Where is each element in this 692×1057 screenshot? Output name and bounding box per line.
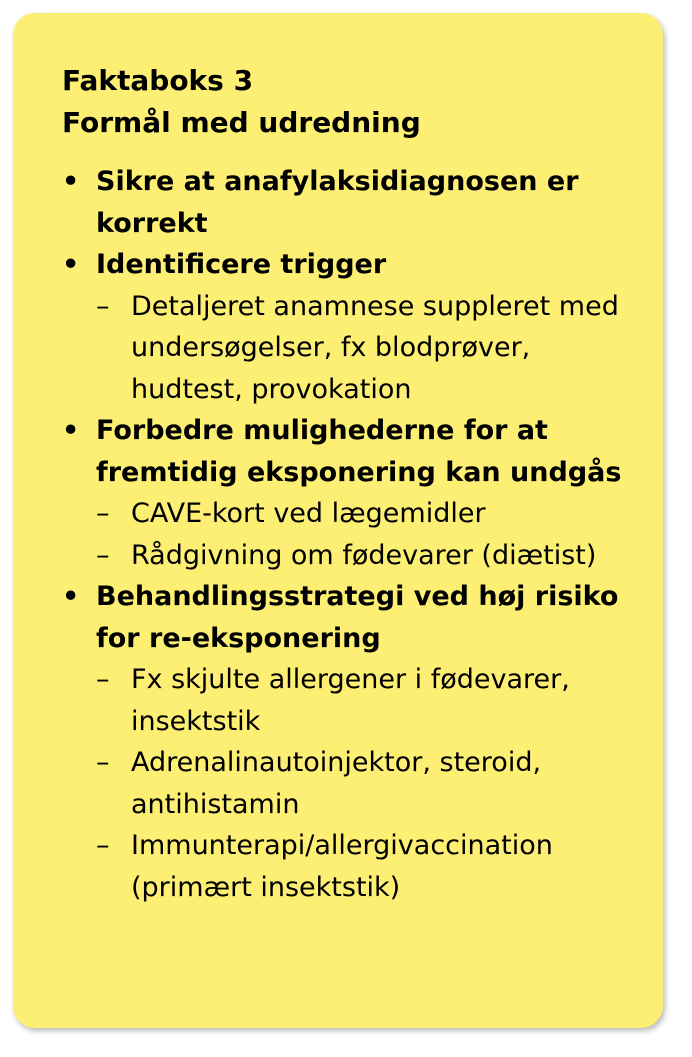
list-item-label: Sikre at anafylaksidiagnosen er korrekt <box>96 166 579 239</box>
fact-box <box>13 13 663 1028</box>
sub-list-item <box>96 825 623 908</box>
bullet-icon: • <box>62 166 80 197</box>
list-item <box>62 161 623 244</box>
fact-box-title <box>62 60 623 144</box>
dash-icon: – <box>96 664 110 695</box>
bullet-icon: • <box>62 249 80 280</box>
list-item <box>62 576 623 908</box>
bullet-icon: • <box>62 581 80 612</box>
sub-list-item-label: Adrenalinautoinjektor, steroid, antihistamin <box>131 747 542 820</box>
sub-list-item-label: Rådgivning om fødevarer (diætist) <box>131 539 597 571</box>
sub-list-item-label: Detaljeret anamnese suppleret med undersøgelser, fx blodprøver, hudtest, provokation <box>131 290 619 405</box>
dash-icon: – <box>96 747 110 778</box>
sub-list <box>96 493 623 576</box>
objectives-list <box>62 161 623 908</box>
dash-icon: – <box>96 539 110 571</box>
list-item <box>62 244 623 410</box>
bullet-icon: • <box>62 415 80 446</box>
sub-list-item <box>96 493 623 535</box>
sub-list-item-label: Fx skjulte allergener i fødevarer, insektstik <box>131 664 570 737</box>
list-item <box>62 410 623 576</box>
dash-icon: – <box>96 498 110 529</box>
sub-list-item-label: CAVE-kort ved lægemidler <box>131 498 486 529</box>
sub-list-item <box>96 286 623 411</box>
sub-list-item-label: Immunterapi/allergivaccination (primært insektstik) <box>131 830 553 903</box>
fact-box-heading: Formål med udredning <box>62 106 421 139</box>
sub-list <box>96 286 623 411</box>
sub-list-item <box>96 535 623 577</box>
list-item-label: Behandlingsstrategi ved høj risiko for re-eksponering <box>96 581 619 654</box>
sub-list-item <box>96 742 623 825</box>
list-item-label: Identificere trigger <box>96 249 387 280</box>
fact-box-number: Faktaboks 3 <box>62 64 254 97</box>
dash-icon: – <box>96 290 110 322</box>
sub-list-item <box>96 659 623 742</box>
list-item-label: Forbedre mulighederne for at fremtidig eksponering kan undgås <box>96 415 622 488</box>
dash-icon: – <box>96 830 110 861</box>
sub-list <box>96 659 623 908</box>
